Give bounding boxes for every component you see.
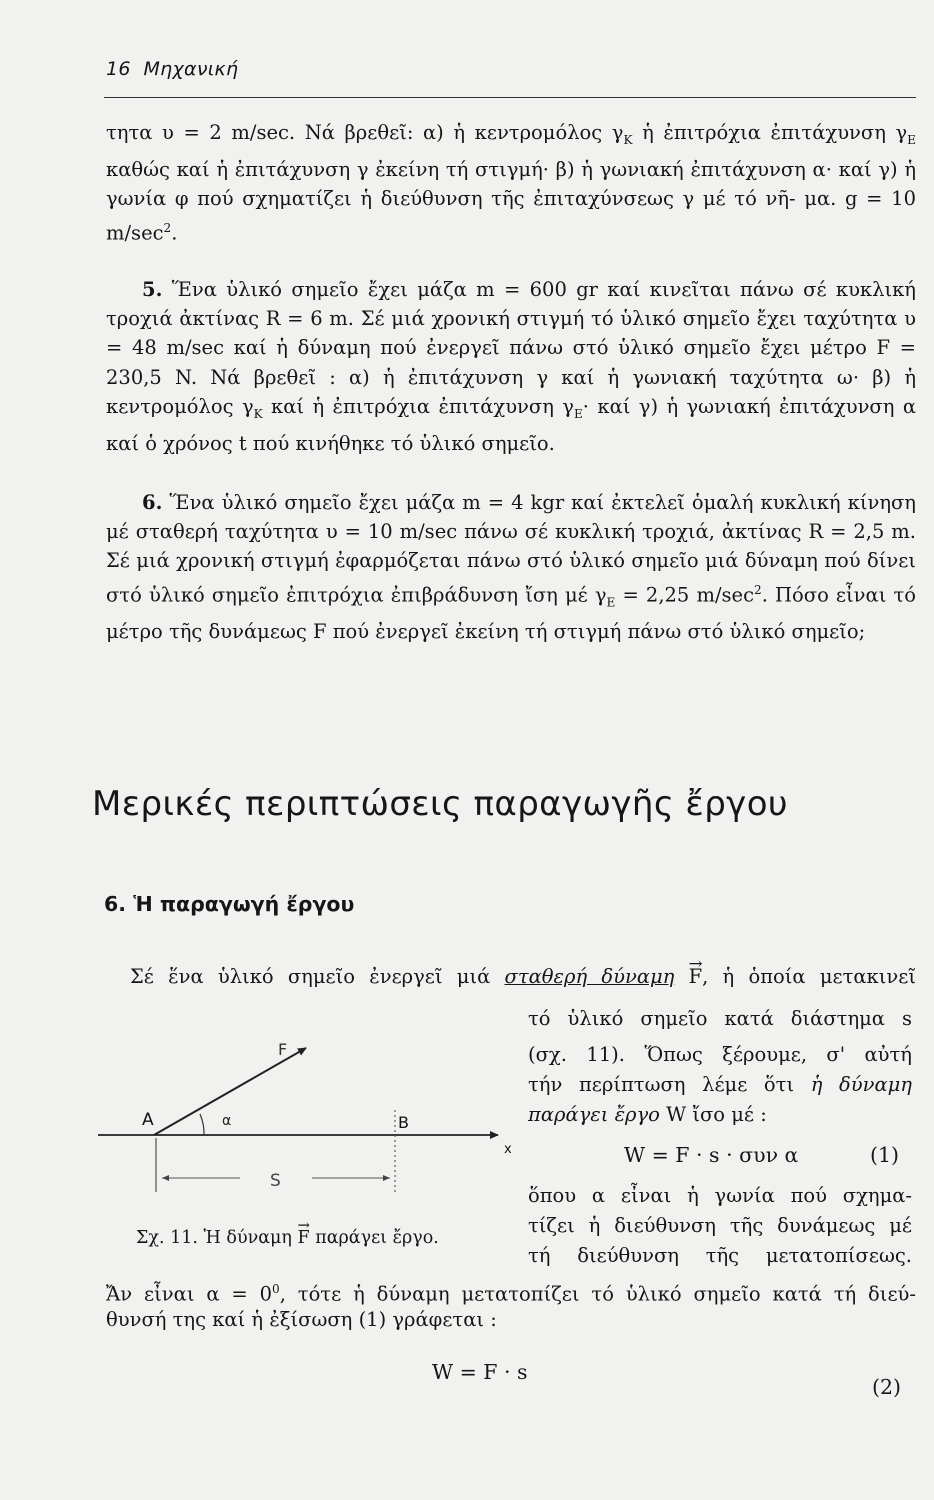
body-line-7: τίζει ἡ διεύθυνση τῆς δυνάμεως μέ <box>528 1214 912 1237</box>
page-number: 16 <box>106 58 131 80</box>
problem-number: 5. <box>142 278 163 301</box>
label-x: x <box>504 1142 512 1157</box>
body-line-5: παράγει ἔργο W ἴσο μέ : <box>528 1103 767 1126</box>
label-f: F <box>278 1040 288 1059</box>
body-line-8: τή διεύθυνση τῆς μετατοπίσεως. <box>528 1244 912 1267</box>
body-line-2: τό ὑλικό σημεῖο κατά διάστημα s <box>528 1007 912 1030</box>
section-title: Μερικές περιπτώσεις παραγωγῆς ἔργου <box>92 784 788 824</box>
figure-11 <box>90 1030 520 1220</box>
label-b: B <box>398 1113 409 1132</box>
body-line-4: τήν περίπτωση λέμε ὅτι ἡ δύναμη <box>528 1073 912 1096</box>
body-line-1: Σέ ἕνα ὑλικό σημεῖο ἐνεργεῖ μιά σταθερή δύναμη → F, ἡ ὁποία μετακινεῖ <box>130 962 916 991</box>
equation-1-number: (1) <box>870 1143 900 1167</box>
body-line-6: ὅπου α εἶναι ἡ γωνία πού σχημα- <box>528 1184 912 1207</box>
running-header <box>106 58 238 80</box>
figure-caption: Σχ. 11. Ἡ δύναμη → F παράγει ἔργο. <box>136 1228 439 1248</box>
label-a: A <box>142 1110 154 1130</box>
label-s: S <box>270 1171 281 1191</box>
header-rule <box>104 97 916 98</box>
body-line-10: θυνσή της καί ἡ ἐξίσωση (1) γράφεται : <box>106 1308 497 1331</box>
equation-2: W = F · s <box>432 1360 528 1384</box>
problem-5: 5. Ἕνα ὑλικό σημεῖο ἔχει μάζα m = 600 gr καί κινεῖται πάνω σέ κυκλική τροχιά ἀκτίνας R = 6 m. Σέ μιά χρονική στιγμή τό ὑλικό σημεῖο ἔχει ταχύτητα υ = 48 m/sec καί ἡ δύναμη πού ἐνεργεῖ πάνω στό ὑλικό σημεῖο ἔχει μέτρο F = 230,5 N. Νά βρεθεῖ : α) ἡ ἐπιτάχυνση γ καί ἡ γωνιακή ταχύτητα ω· β) ἡ κεντρομόλος $\gamma_K$ καί ἡ ἐπιτρόχια ἐπιτάχυνση $\gamma_E\cdot \kappa\alpha ί$ γ) ἡ γωνιακή ἐπιτάχυνση α καί ὁ χρόνος t πού κινήθηκε τό ὑλικό σημεῖο. <box>106 278 916 455</box>
problem-6: 6. Ἕνα ὑλικό σημεῖο ἔχει μάζα m = 4 kgr καί ἐκτελεῖ ὁμαλή κυκλική κίνηση μέ σταθερή ταχύτητα υ = 10 m/sec πάνω σέ κυκλική τροχιά, ἀκτίνας R = 2,5 m. Σέ μιά χρονική στιγμή ἐφαρμόζεται πάνω στό ὑλικό σημεῖο μιά δύναμη πού δίνει στό ὑλικό σημεῖο ἐπιτρόχια ἐπιβράδυνση ἴση μέ $\gamma_E = 2,25$ $m/\sec^2$. Πόσο εἶναι τό μέτρο τῆς δυνάμεως F πού ἐνεργεῖ ἐκείνη τή στιγμή πάνω στό ὑλικό σημεῖο; <box>106 491 916 644</box>
label-alpha: α <box>222 1113 232 1129</box>
body-line-9: Ἄν εἶναι $\alpha = 0^0$, τότε ἡ δύναμη μετατοπίζει τό ὑλικό σημεῖο κατά τή διεύ- <box>106 1282 916 1306</box>
equation-2-number: (2) <box>872 1375 902 1399</box>
problem-number: 6. <box>142 491 163 514</box>
equation-1: W = F · s · συν α <box>624 1143 799 1167</box>
body-line-3: (σχ. 11). Ὅπως ξέρουμε, σ' αὐτή <box>528 1043 912 1066</box>
angle-arc <box>200 1114 204 1136</box>
top-fragment: τητα υ = 2 m/sec. Νά βρεθεῖ: α) ἡ κεντρομόλος $\gamma_K$ ἡ ἐπιτρόχια ἐπιτάχυνση $\gamma_E$ καθώς καί ἡ ἐπιτάχυνση γ ἐκείνη τή στιγμή· β) ἡ γωνιακή ἐπιτάχυνση α· καί γ) ἡ γωνία φ πού σχηματίζει ἡ διεύθυνση τῆς ἐπιταχύνσεως γ μέ τό νῆ- μα. g = 10 $m/\sec^2$. <box>106 121 917 244</box>
running-title: Μηχανική <box>143 58 239 80</box>
subsection-title: 6. Ἡ παραγωγή ἔργου <box>104 892 355 916</box>
